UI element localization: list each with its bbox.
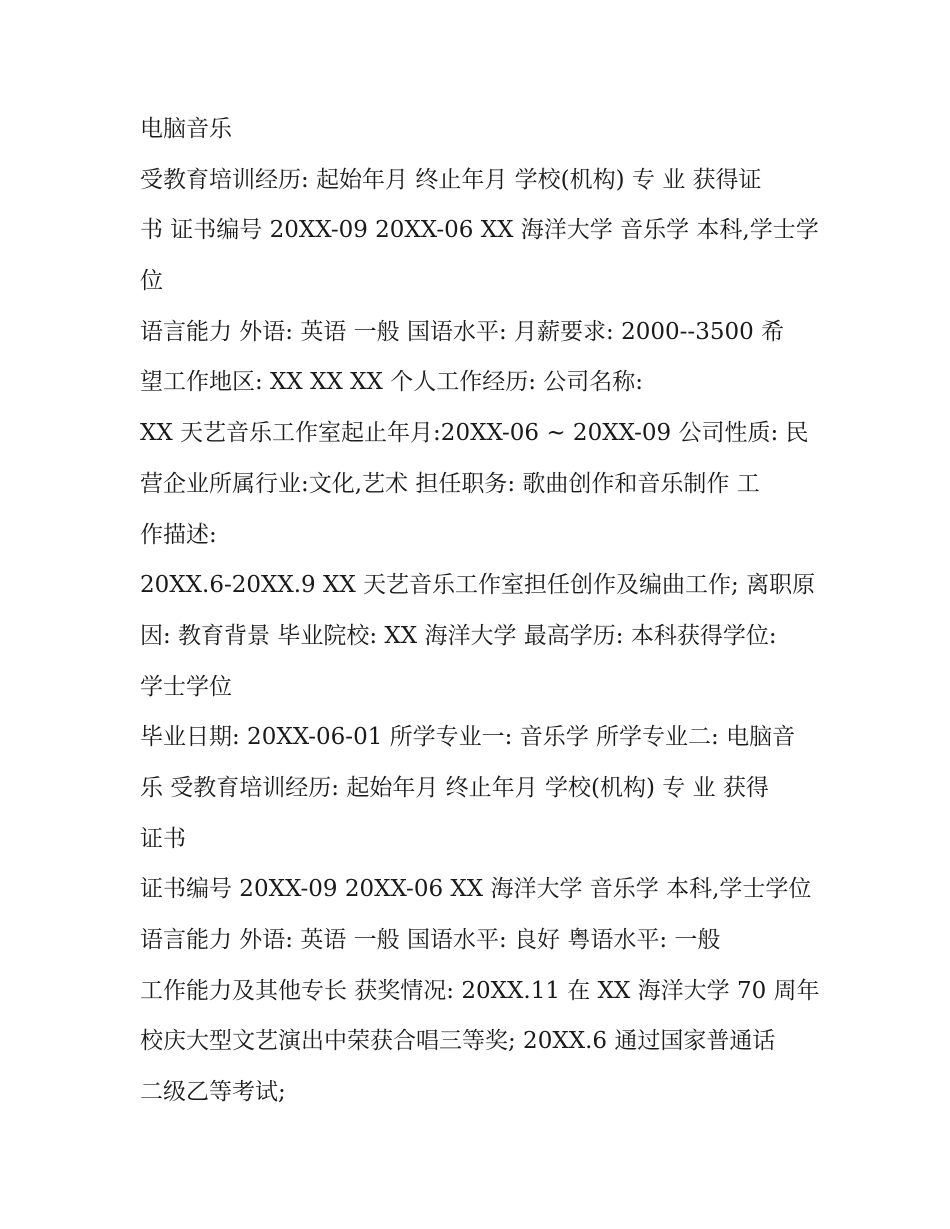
text-line: 位 [140,268,163,295]
text-line: 受教育培训经历: 起始年月 终止年月 学校(机构) 专 业 获得证 [140,166,762,193]
text-line: 电脑音乐 [140,116,232,142]
text-line: 证书编号 20XX-09 20XX-06 XX 海洋大学 音乐学 本科,学士学位 [140,876,812,903]
text-line: 20XX.6-20XX.9 XX 天艺音乐工作室担任创作及编曲工作; 离职原 [140,572,816,599]
text-line: 语言能力 外语: 英语 一般 国语水平: 良好 粤语水平: 一般 [140,927,721,953]
text-line: 学士学位 [140,673,232,700]
text-line: 营企业所属行业:文化,艺术 担任职务: 歌曲创作和音乐制作 工 [140,470,760,497]
text-line: 证书 [140,825,186,852]
text-line: 因: 教育背景 毕业院校: XX 海洋大学 最高学历: 本科获得学位: [140,622,777,649]
text-line: 语言能力 外语: 英语 一般 国语水平: 月薪要求: 2000--3500 希 [140,318,785,345]
text-line: 校庆大型文艺演出中荣获合唱三等奖; 20XX.6 通过国家普通话 [140,1028,776,1055]
text-line: 二级乙等考试; [140,1079,286,1106]
text-line: 书 证书编号 20XX-09 20XX-06 XX 海洋大学 音乐学 本科,学士学 [140,217,819,244]
text-line: 作描述: [140,521,217,548]
text-line: 毕业日期: 20XX-06-01 所学专业一: 音乐学 所学专业二: 电脑音 [140,724,796,751]
text-line: 乐 受教育培训经历: 起始年月 终止年月 学校(机构) 专 业 获得 [140,774,769,801]
text-line: XX 天艺音乐工作室起止年月:20XX-06 ~ 20XX-09 公司性质: 民 [140,420,809,447]
document-body [140,109,820,1123]
text-line: 工作能力及其他专长 获奖情况: 20XX.11 在 XX 海洋大学 70 周年 [140,977,820,1004]
text-line: 望工作地区: XX XX XX 个人工作经历: 公司名称: [140,369,644,396]
